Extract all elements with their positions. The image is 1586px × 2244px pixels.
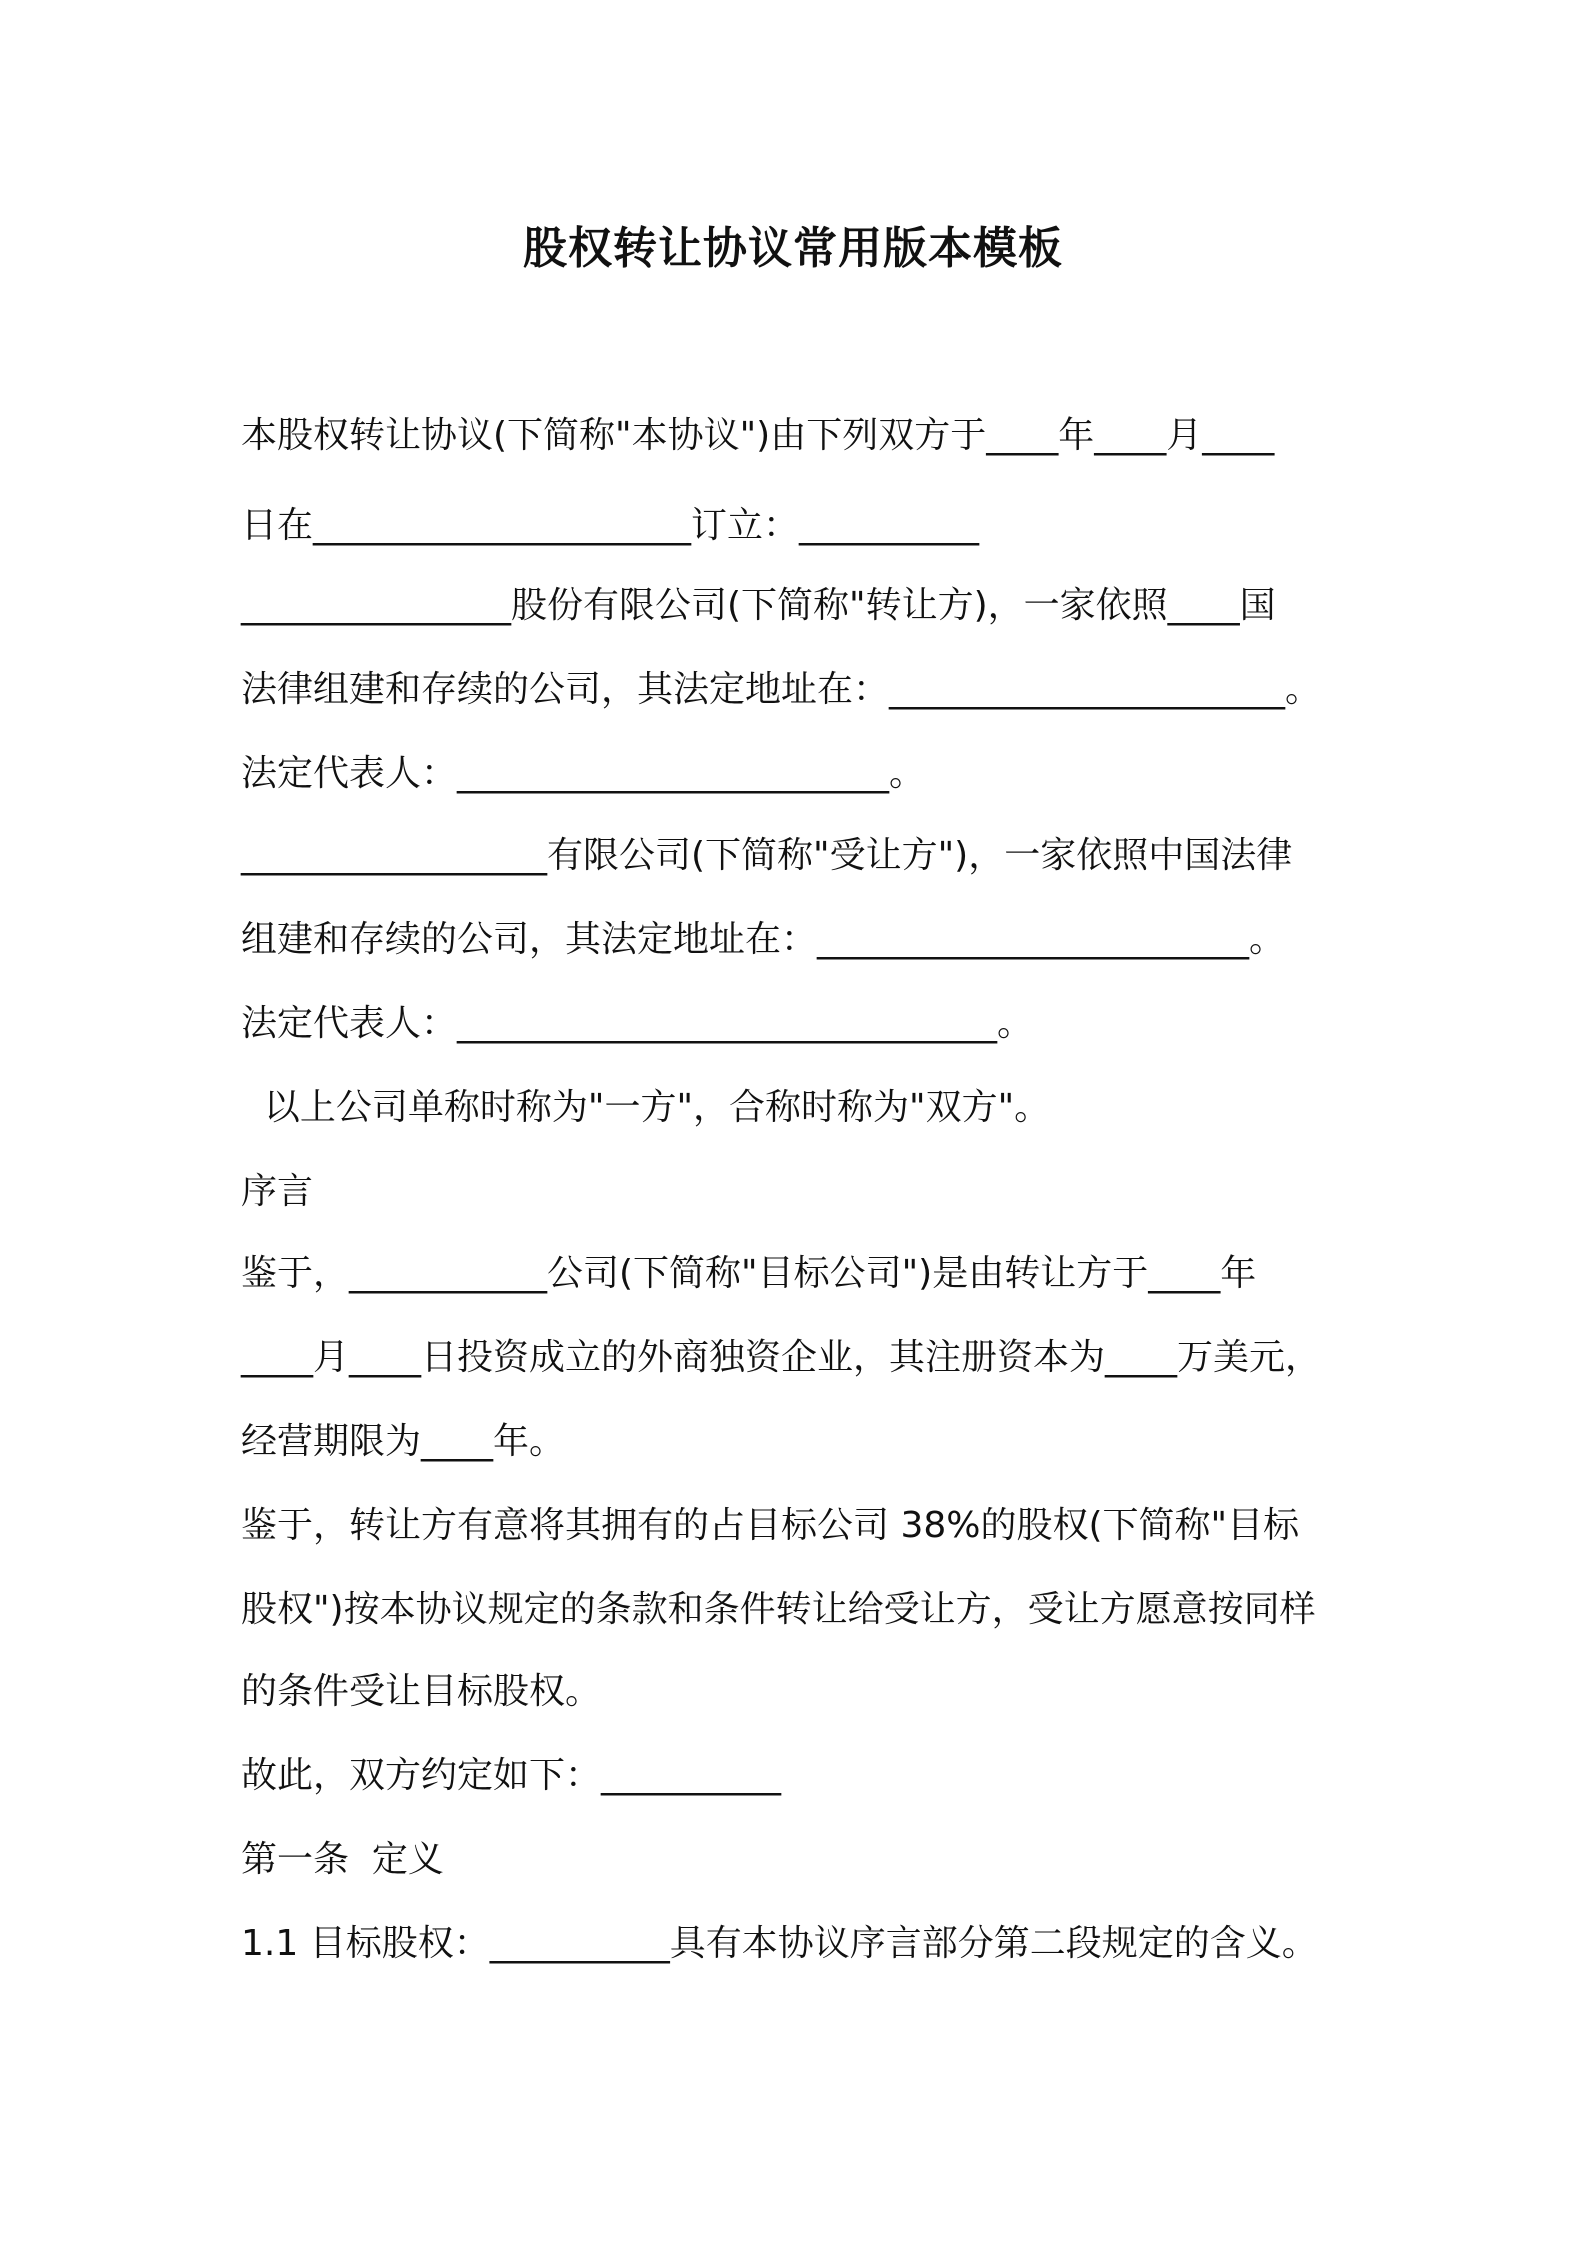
section-heading-article-1: 第一条 定义 (241, 1839, 444, 1880)
paragraph-line: 经营期限为____年。 (241, 1421, 566, 1462)
paragraph-line: 故此，双方约定如下：__________ (241, 1755, 782, 1796)
paragraph-line: 股权")按本协议规定的条款和条件转让给受让方，受让方愿意按同样 (241, 1589, 1316, 1630)
paragraph-line: _________________有限公司(下简称"受让方")，一家依照中国法律 (241, 835, 1293, 876)
paragraph-line: 1.1 目标股权：__________具有本协议序言部分第二段规定的含义。 (241, 1923, 1318, 1964)
paragraph-line: 组建和存续的公司，其法定地址在：________________________。 (241, 919, 1286, 960)
paragraph-line: 的条件受让目标股权。 (241, 1671, 602, 1712)
paragraph-line: 法定代表人：______________________________。 (241, 1003, 1034, 1044)
section-heading-preface: 序言 (241, 1171, 314, 1212)
paragraph-line: ____月____日投资成立的外商独资企业，其注册资本为____万美元， (241, 1337, 1322, 1378)
paragraph-line: 以上公司单称时称为"一方"，合称时称为"双方"。 (241, 1087, 1051, 1128)
paragraph-line: 法律组建和存续的公司，其法定地址在：______________________。 (241, 669, 1322, 710)
document-title: 股权转让协议常用版本模板 (523, 223, 1063, 274)
paragraph-line: 鉴于，转让方有意将其拥有的占目标公司 38%的股权(下简称"目标 (241, 1505, 1300, 1546)
paragraph-line: 鉴于，___________公司(下简称"目标公司")是由转让方于____年 (241, 1253, 1257, 1294)
paragraph-line: _______________股份有限公司(下简称"转让方)，一家依照____国 (241, 585, 1276, 626)
paragraph-line: 本股权转让协议(下简称"本协议")由下列双方于____年____月____ (241, 415, 1275, 456)
paragraph-line: 法定代表人：________________________。 (241, 753, 926, 794)
paragraph-line: 日在_____________________订立：__________ (241, 505, 980, 546)
